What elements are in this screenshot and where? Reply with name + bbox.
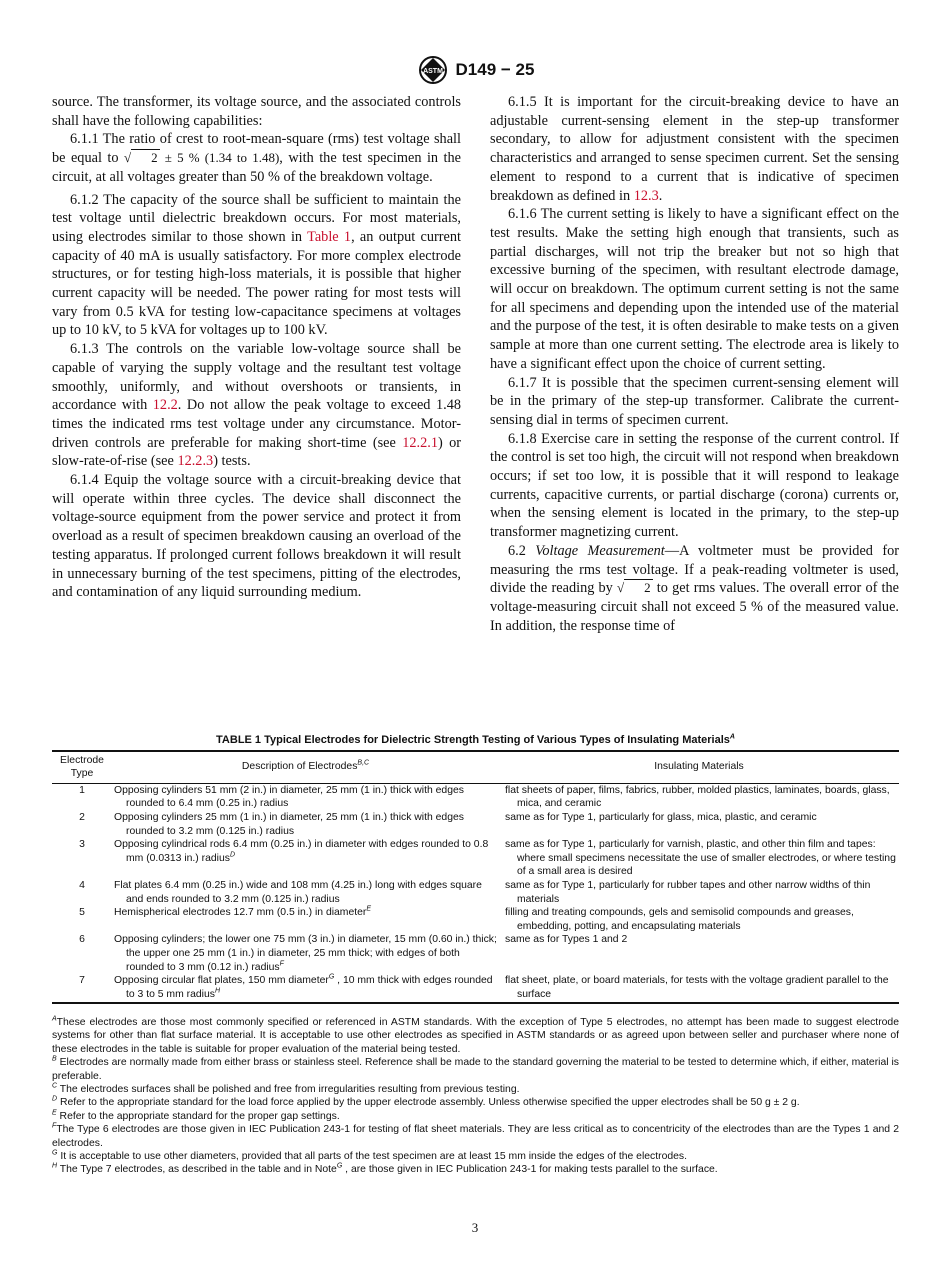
- text: 6.1.8 Exercise care in setting the response of the current control. If the control is set too high, the circuit will not respond when breakdown occurs; if set too low, it is possible that it will respond to leakage currents, capacitive currents, or partial discharge (corona) currents or, when the sensing element is located in the primary, to the step-up transformer magnetizing current.: [490, 430, 899, 541]
- insulating-materials: [499, 906, 899, 933]
- table-header-row: [52, 751, 899, 784]
- text: same as for Type 1, particularly for varnish, plastic, and other thin film and tapes: where small specimens necessitate the use of smaller electrodes, or where testing of a small area is desired: [505, 839, 896, 878]
- text: Flat plates 6.4 mm (0.25 in.) wide and 108 mm (4.25 in.) long with edges square and ends rounded to 3.2 mm (0.125 in.) radius: [114, 879, 482, 905]
- electrode-type: 5: [79, 907, 85, 919]
- paragraph-6-1-2: [52, 191, 461, 341]
- insulating-materials: [499, 879, 899, 906]
- electrode-type: 1: [79, 784, 85, 796]
- insulating-materials: [499, 933, 899, 974]
- text: 6.1.2 The capacity of the source shall be sufficient to maintain the test voltage until dielectric breakdown occurs. For most materials, using electrodes similar to those shown in: [52, 191, 461, 245]
- footnote-text: It is acceptable to use other diameters, provided that all parts of the test specimen are at least 15 mm inside the edges of the electrodes.: [57, 1151, 688, 1163]
- text: to get rms values. The overall error of the voltage-measuring circuit shall not exceed 5 % of the measured value. In addition, the response time of: [490, 580, 899, 634]
- footnote-ref: F: [279, 960, 284, 968]
- electrode-description: [112, 838, 499, 879]
- text: flat sheet, plate, or board materials, for tests with the voltage gradient parallel to the surface: [505, 975, 889, 1000]
- footnote-text: Electrodes are normally made from either brass or stainless steel. Reference shall be made to the standard governing the material to be tested to determine which, if either, material is preferable.: [52, 1057, 899, 1082]
- footnote-h: [52, 1163, 899, 1176]
- footnote-d: [52, 1096, 899, 1109]
- svg-text:ASTM: ASTM: [422, 68, 443, 75]
- text: Opposing cylinders 51 mm (2 in.) in diameter, 25 mm (1 in.) thick with edges rounded to 6.4 mm (0.25 in.) radius: [114, 784, 464, 810]
- sqrt-value: 2: [624, 579, 653, 595]
- title-text: TABLE 1 Typical Electrodes for Dielectric Strength Testing of Various Types of Insulating Materials: [216, 734, 730, 746]
- header-text: Description of Electrodes: [241, 761, 358, 773]
- text: , 10 mm thick with edges rounded to 3 to 5 mm radius: [126, 975, 493, 1000]
- text: Opposing cylinders 25 mm (1 in.) in diameter, 25 mm (1 in.) thick with edges rounded to 3.2 mm (0.125 in.) radius: [114, 811, 464, 837]
- electrode-type: 3: [79, 839, 85, 851]
- header-type: Electrode Type: [52, 751, 112, 784]
- table-row: [52, 906, 899, 933]
- paragraph: [52, 93, 461, 130]
- range: (1.34 to 1.48): [204, 150, 280, 166]
- left-column: [52, 93, 461, 602]
- table-row: [52, 783, 899, 811]
- paragraph-6-1-4: [52, 471, 461, 602]
- electrode-description: [112, 783, 499, 811]
- electrode-type: 7: [52, 974, 112, 1003]
- footnote-text: The Type 7 electrodes, as described in the table and in Note: [57, 1164, 337, 1176]
- footnote-text: The electrodes surfaces shall be polished and free from irregularities resulting from previous testing.: [57, 1084, 520, 1096]
- insulating-materials: [499, 974, 899, 1003]
- text: Opposing circular flat plates, 150 mm diameter: [114, 975, 329, 987]
- link-12-3[interactable]: 12.3: [633, 187, 659, 204]
- footnote-mark: G: [52, 1149, 58, 1157]
- text: flat sheets of paper, films, fabrics, rubber, molded plastics, laminates, boards, glass, mica, and ceramic: [505, 784, 890, 810]
- footnote-f: [52, 1123, 899, 1150]
- footnote-ref: E: [366, 905, 372, 913]
- table-row: [52, 838, 899, 879]
- text: 6.1.4 Equip the voltage source with a circuit-breaking device that will operate within three cycles. The device shall disconnect the voltage-source equipment from the power service and protect it from overload as a result of specimen breakdown causing an overload of the testing apparatus. If prolonged current follows breakdown it will result in unnecessary burning of the test specimens, pitting of the electrodes, and contamination of any liquid surrounding medium.: [52, 472, 461, 601]
- section-title: Voltage Measurement: [535, 542, 665, 559]
- footnote-b: [52, 1056, 899, 1083]
- paragraph-6-1-7: [490, 374, 899, 430]
- text: ) tests.: [213, 453, 251, 470]
- footnote-a: [52, 1016, 899, 1056]
- footnote-ref: B,C: [357, 759, 370, 767]
- electrode-type: 4: [79, 879, 85, 891]
- electrode-type: 2: [79, 811, 85, 823]
- insulating-materials: [499, 811, 899, 838]
- footnote-mark: H: [52, 1163, 58, 1170]
- footnote-ref: D: [229, 851, 236, 859]
- text: , an output current capacity of 40 mA is usually satisfactory. For more complex electrode structures, or for testing high-loss materials, it is possible that higher current capacity will be needed. The power rating for most tests will vary from 0.5 kVA for testing low-capacitance specimens at voltages up to 10 kV, to 5 kVA for voltages up to 100 kV.: [52, 228, 462, 339]
- link-12-2-1[interactable]: 12.2.1: [402, 434, 438, 451]
- footnote-text: These electrodes are those most commonly specified or referenced in ASTM standards. With the exception of Type 5 electrodes, no attempt has been made to suggest electrode systems for other than flat surface material. It is acceptable to use other electrodes as specified in ASTM standards or as agreed upon between seller and purchaser where none of these electrodes in the table is suitable for proper evaluation of the material being tested.: [52, 1017, 899, 1055]
- table-title: [52, 734, 899, 748]
- footnote-ref: A: [729, 733, 735, 741]
- insulating-materials: [499, 838, 899, 879]
- footnote-mark: F: [52, 1122, 57, 1130]
- footnote-mark: E: [52, 1109, 57, 1117]
- text: 6.1.1 The ratio of crest to root-mean-square (rms) test voltage shall be equal to: [52, 131, 461, 167]
- paragraph-6-1-6: [490, 205, 899, 373]
- text: 6.1.5 It is important for the circuit-breaking device to have an adjustable current-sensing element in the step-up transformer secondary, to allow for adjustment consistent with the specimen characteristics and arranged to sense specimen current. Set the sensing element to respond to a current that is indicative of specimen breakdown as defined in: [490, 94, 899, 204]
- text: filling and treating compounds, gels and semisolid compounds and greases, embedding, potting, and encapsulating materials: [505, 907, 854, 932]
- astm-logo-icon: [416, 55, 450, 85]
- footnote-ref: H: [214, 987, 220, 995]
- footnote-mark: D: [52, 1095, 58, 1103]
- link-12-2-3[interactable]: 12.2.3: [177, 453, 214, 470]
- document-designation: D149 − 25: [455, 60, 535, 79]
- electrode-description: [112, 811, 499, 838]
- table-1: [52, 734, 899, 1004]
- paragraph-6-1-5: [490, 93, 899, 205]
- footnote-mark: A: [52, 1015, 57, 1023]
- table-row: [52, 974, 899, 1003]
- insulating-materials: [499, 783, 899, 811]
- footnote-text: , are those given in IEC Publication 243-1 for making tests parallel to the surface.: [342, 1164, 718, 1176]
- footnote-text: Refer to the appropriate standard for the load force applied by the upper electrode assembly. Unless otherwise specified the upper electrodes shall be 50 g ± 2 g.: [57, 1097, 800, 1109]
- text: 6.1.3 The controls on the variable low-voltage source shall be capable of varying the supply voltage and the resultant test voltage smoothly, uniformly, and without overshoots or transients, in accordance with: [52, 341, 461, 414]
- footnote-mark: C: [52, 1082, 58, 1090]
- text: same as for Types 1 and 2: [505, 934, 628, 946]
- text: same as for Type 1, particularly for glass, mica, plastic, and ceramic: [505, 811, 817, 823]
- sqrt-formula: √ 2: [617, 580, 651, 596]
- footnote-text: Refer to the appropriate standard for the proper gap settings.: [56, 1110, 340, 1122]
- table-footnotes: [52, 1016, 899, 1177]
- paragraph-6-2: [490, 542, 899, 636]
- text: source. The transformer, its voltage source, and the associated controls shall have the following capabilities:: [52, 94, 461, 129]
- electrode-description: [112, 879, 499, 906]
- header-materials: Insulating Materials: [499, 751, 899, 784]
- text: ) or slow-rate-of-rise (see: [52, 434, 462, 470]
- ratio-formula: √ 2 ± 5 % (1.34 to 1.48): [124, 150, 280, 166]
- electrode-type: 6: [79, 934, 85, 946]
- tolerance: ± 5 %: [159, 150, 205, 166]
- text: Hemispherical electrodes 12.7 mm (0.5 in.) in diameter: [114, 907, 367, 919]
- footnote-c: [52, 1083, 899, 1096]
- text: 6.1.6 The current setting is likely to have a significant effect on the test results. Make the setting high enough that transients, such as partial discharges, will not trip the breaker but not so high that excessive burning of the specimen, with resultant electrode damage, will occur on breakdown. The optimum current setting is not the same for all specimens and depending upon the intended use of the material and the purpose of the test, it is often desirable to make tests on a given sample at more than one current setting. The electrode area is likely to have a significant effect upon the choice of current setting.: [490, 206, 899, 372]
- header-description: [112, 751, 499, 784]
- right-column: [490, 93, 899, 635]
- page-number: 3: [471, 1220, 479, 1235]
- table-row: [52, 933, 899, 974]
- electrode-description: [112, 974, 499, 1003]
- text: same as for Type 1, particularly for rubber tapes and other narrow widths of thin materials: [505, 879, 871, 905]
- text: 6.2: [508, 542, 536, 559]
- footnote-mark: B: [52, 1055, 57, 1063]
- text: . Do not allow the peak voltage to exceed 1.48 times the indicated rms test voltage under any circumstance. Motor-driven controls are preferable for making short-time (see: [52, 397, 461, 451]
- table-row: [52, 811, 899, 838]
- text: .: [658, 187, 663, 204]
- text: 6.1.7 It is possible that the specimen current-sensing element will be in the primary of the step-up transformer. Calibrate the current-sensing dial in terms of specimen current.: [490, 374, 899, 428]
- electrode-description: [112, 906, 499, 933]
- electrode-table: [52, 750, 899, 1005]
- link-12-2[interactable]: 12.2: [152, 397, 178, 414]
- footnote-text: The Type 6 electrodes are those given in IEC Publication 243-1 for testing of flat sheet materials. They are less critical as to concentricity of the electrodes than are the Types 1 and 2 electrodes.: [52, 1124, 899, 1149]
- link-table-1[interactable]: Table 1: [307, 228, 352, 245]
- text: Opposing cylindrical rods 6.4 mm (0.25 in.) in diameter with edges rounded to 0.8 mm (0.0313 in.) radius: [114, 839, 489, 864]
- footnote-e: [52, 1110, 899, 1123]
- sqrt-value: 2: [131, 149, 160, 165]
- text: Opposing cylinders; the lower one 75 mm (3 in.) in diameter, 15 mm (0.60 in.) thick; the upper one 25 mm (1 in.) in diameter, 25 mm thick; with edges of both rounded to 3 mm (0.12 in.) radius: [114, 934, 497, 973]
- paragraph-6-1-3: [52, 340, 461, 471]
- paragraph-6-1-1: [52, 130, 461, 186]
- footnote-ref: G: [336, 1163, 343, 1170]
- footnote-g: [52, 1150, 899, 1163]
- paragraph-6-1-8: [490, 430, 899, 542]
- text: , with the test specimen in the circuit, at all voltages greater than 50 % of the breakdown voltage.: [52, 150, 461, 185]
- footnote-ref: G: [328, 973, 335, 981]
- table-row: [52, 879, 899, 906]
- electrode-description: [112, 933, 499, 974]
- text: —A voltmeter must be provided for measuring the rms test voltage. If a peak-reading voltmeter is used, divide the reading by: [490, 542, 899, 597]
- page-header: [0, 55, 950, 85]
